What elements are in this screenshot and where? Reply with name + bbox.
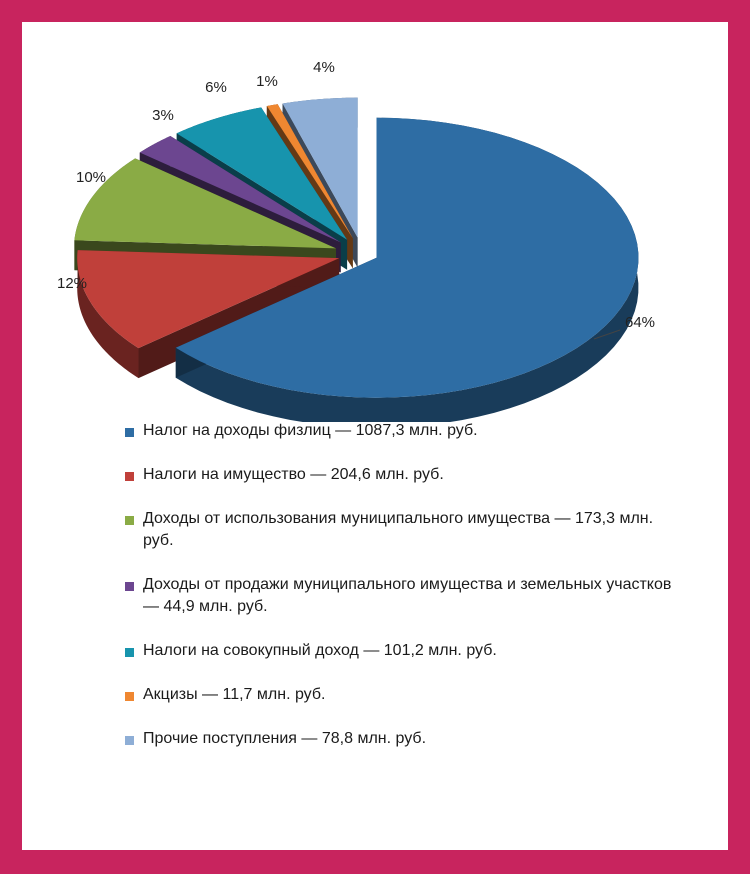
pie-chart [22,22,728,422]
percent-label-excise: 1% [256,73,278,90]
legend-swatch-other [125,736,134,745]
legend-label-excise: Акцизы — 11,7 млн. руб. [143,686,326,703]
chart-card [22,22,728,850]
percent-label-other: 4% [313,59,335,76]
legend-label-property-sale: Доходы от продажи муниципального имущества и земельных участков — 44,9 млн. руб. [143,576,672,615]
legend-item-property-tax [125,464,685,486]
legend-swatch-ndfl [125,428,134,437]
legend-label-other: Прочие поступления — 78,8 млн. руб. [143,730,427,747]
percent-label-aggregate-income: 6% [205,79,227,96]
percent-label-property-use: 10% [75,169,107,186]
percent-label-property-tax: 12% [56,275,88,292]
legend-label-property-use: Доходы от использования муниципального имущества — 173,3 млн. руб. [143,510,654,549]
legend-swatch-excise [125,692,134,701]
legend-item-property-sale [125,574,685,618]
percent-label-property-sale: 3% [152,107,174,124]
legend-swatch-aggregate-income [125,648,134,657]
legend-item-ndfl [125,420,685,442]
legend-label-property-tax: Налоги на имущество — 204,6 млн. руб. [143,466,444,483]
legend-label-aggregate-income: Налоги на совокупный доход — 101,2 млн. руб. [143,642,497,659]
legend-item-property-use [125,508,685,552]
legend-item-other [125,728,685,750]
legend-swatch-property-use [125,516,134,525]
legend-swatch-property-tax [125,472,134,481]
legend-item-excise [125,684,685,706]
chart-legend [125,420,685,772]
legend-item-aggregate-income [125,640,685,662]
percent-label-ndfl: 64% [624,314,656,331]
legend-label-ndfl: Налог на доходы физлиц — 1087,3 млн. руб. [143,422,478,439]
legend-swatch-property-sale [125,582,134,591]
